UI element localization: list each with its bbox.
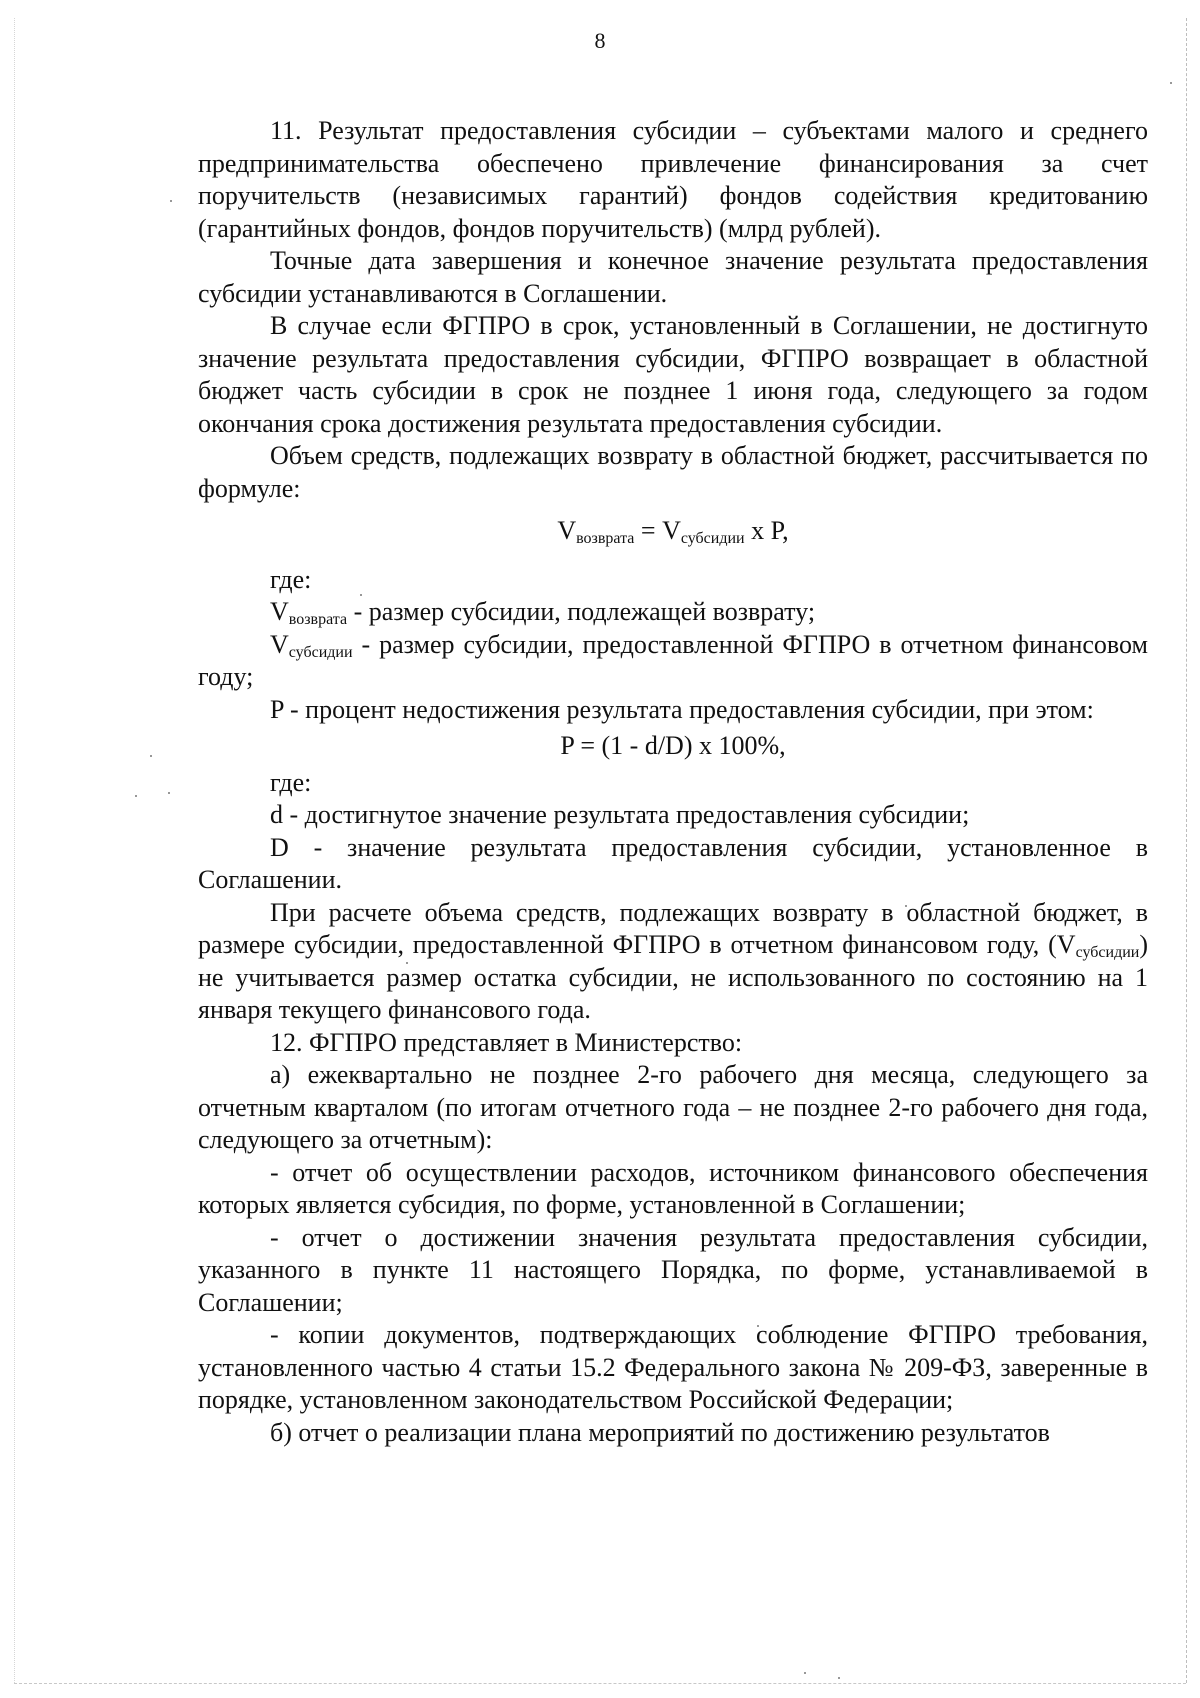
definition-d-small: d - достигнутое значение результата предоставления субсидии;: [270, 800, 970, 829]
definition-v-return: $V_{возврата}$ - размер субсидии, подлежащей возврату;: [270, 597, 816, 628]
definition-p: P - процент недостижения результата предоставления субсидии, при этом:: [270, 694, 1094, 724]
paragraph-12: 12. ФГПРО представляет в Министерство:: [270, 1027, 743, 1057]
paragraph-return-case: В случае если ФГПРО в срок, установленный в Соглашении, не достигнуто значение результата предоставления субсидии, ФГПРО возвращает в областной бюджет часть субсидии в срок не позднее 1 июня года, следующего за годом окончания срока достижения результата предоставления субсидии.: [198, 311, 1148, 438]
scan-left-edge: [14, 18, 15, 1683]
paragraph-volume: Объем средств, подлежащих возврату в областной бюджет, рассчитывается по формуле:: [198, 441, 1148, 503]
scan-speck: [168, 792, 170, 794]
scan-speck: [150, 755, 152, 757]
where-label: где:: [270, 564, 312, 594]
paragraph-12b: б) отчет о реализации плана мероприятий по достижению результатов: [270, 1417, 1050, 1447]
page-number: 8: [594, 28, 606, 53]
definition-d-capital: D - значение результата предоставления субсидии, установленное в Соглашении.: [198, 832, 1148, 894]
formula-return: $V_{возврата} = V_{субсидии}$ x P,: [557, 516, 789, 547]
scan-speck: [170, 200, 172, 202]
scan-speck: [804, 1672, 806, 1674]
paragraph-date: Точные дата завершения и конечное значение результата предоставления субсидии устанавливаются в Соглашении.: [198, 246, 1148, 308]
document-body: [198, 115, 1148, 1449]
definition-v-subsidy: $V_{субсидии}$ - размер субсидии, предоставленной ФГПРО в отчетном финансовом году;: [198, 629, 1148, 691]
list-item-result-report: - отчет о достижении значения результата предоставления субсидии, указанного в пункте 11 настоящего Порядка, по форме, устанавливаемой в Соглашении;: [198, 1222, 1148, 1317]
list-item-expense-report: - отчет об осуществлении расходов, источником финансового обеспечения которых является субсидия, по форме, установленной в Соглашении;: [198, 1157, 1148, 1219]
scan-bottom-edge: [14, 1683, 1186, 1684]
list-item-document-copies: - копии документов, подтверждающих соблюдение ФГПРО требования, установленного частью 4 статьи 15.2 Федерального закона № 209-ФЗ, заверенные в порядке, установленном законодательством Российской Федерации;: [198, 1320, 1148, 1414]
scan-speck: [135, 795, 137, 797]
paragraph-calculation-note: При расчете объема средств, подлежащих возврату в областной бюджет, в размере субсидии, предоставленной ФГПРО в отчетном финансовом году, $(V_{субсидии})$ не учитывается размер остатка субсидии, не использованного по состоянию на 1 января текущего финансового года.: [198, 897, 1148, 1024]
scan-speck: [1170, 82, 1172, 84]
formula-percent: P = (1 - d/D) x 100%,: [560, 731, 786, 760]
paragraph-result: 11. Результат предоставления субсидии – субъектами малого и среднего предпринимательства обеспечено привлечение финансирования за счет поручительств (независимых гарантий) фондов содействия кредитованию (гарантийных фондов, фондов поручительств) (млрд рублей).: [198, 116, 1148, 243]
paragraph-12a: а) ежеквартально не позднее 2-го рабочего дня месяца, следующего за отчетным кварталом (по итогам отчетного года – не позднее 2-го рабочего дня года, следующего за отчетным):: [198, 1060, 1148, 1154]
scan-right-edge: [1186, 18, 1187, 1683]
where-label: где:: [270, 767, 312, 797]
scan-speck: [838, 1677, 840, 1679]
